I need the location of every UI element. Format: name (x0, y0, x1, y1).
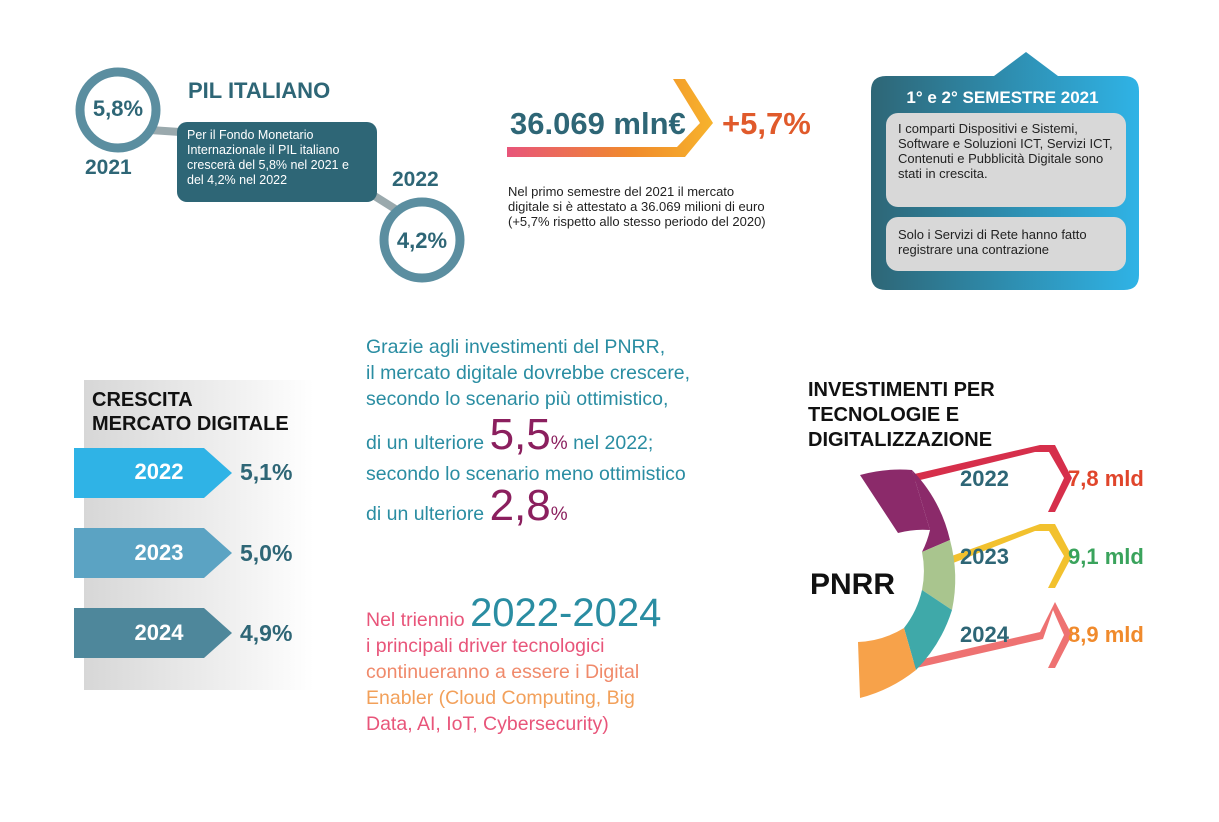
investimenti-amount-2024: 8,9 mld (1068, 622, 1144, 647)
market-value: 36.069 mln€ (510, 106, 686, 141)
crescita-pct-2023: 5,0% (240, 540, 293, 566)
triennio-text: Nel triennio 2022-2024 i principali driver tecnologici continueranno a essere i Digital Enabler (Cloud Computing, Big Data, AI, IoT, Cybersecurity) (366, 591, 662, 735)
investimenti-amount-2023: 9,1 mld (1068, 544, 1144, 569)
pil-description: Per il Fondo Monetario Internazionale il PIL italiano crescerà del 5,8% nel 2021 e del 4,2% nel 2022 (177, 122, 377, 202)
pil-value-2021: 5,8% (92, 96, 144, 121)
pil-title: PIL ITALIANO (188, 78, 331, 103)
crescita-pct-2024: 4,9% (240, 620, 293, 646)
scenario-optimistic-value: 5,5 (489, 410, 551, 459)
crescita-year-2023: 2023 (134, 540, 184, 565)
investimenti-year-2023: 2023 (960, 544, 1009, 569)
pil-year-2021: 2021 (85, 156, 132, 179)
crescita-title: CRESCITA MERCATO DIGITALE (92, 389, 289, 435)
crescita-pct-2022: 5,1% (240, 459, 293, 485)
triennio-years: 2022-2024 (470, 591, 662, 635)
crescita-year-2024: 2024 (134, 620, 184, 645)
investimenti-amount-2022: 7,8 mld (1068, 466, 1144, 491)
semestre-title: 1° e 2° SEMESTRE 2021 (906, 88, 1099, 107)
pnrr-scenario-text: Grazie agli investimenti del PNRR, il mercato digitale dovrebbe crescere, secondo lo scenario più ottimistico, di un ulteriore 5,5% nel 2022; secondo lo scenario meno ottimistico di un ulteriore 2,8% (366, 336, 691, 530)
semestre-box-contraction: Solo i Servizi di Rete hanno fatto registrare una contrazione (886, 217, 1126, 271)
investimenti-year-2022: 2022 (960, 466, 1009, 491)
pil-value-2022: 4,2% (396, 228, 448, 253)
pnrr-label: PNRR (810, 568, 896, 601)
investimenti-year-2024: 2024 (960, 622, 1009, 647)
semestre-box-growth: I comparti Dispositivi e Sistemi, Software e Soluzioni ICT, Servizi ICT, Contenuti e Pubblicità Digitale sono stati in crescita. (886, 113, 1126, 207)
scenario-pessimistic-value: 2,8 (489, 481, 551, 530)
pil-year-2022: 2022 (392, 168, 439, 191)
market-growth: +5,7% (722, 106, 811, 141)
investimenti-title: INVESTIMENTI PER TECNOLOGIE E DIGITALIZZAZIONE (808, 379, 995, 451)
market-description: Nel primo semestre del 2021 il mercato digitale si è attestato a 36.069 milioni di euro (+5,7% rispetto allo stesso periodo del 2020) (508, 184, 766, 229)
crescita-year-2022: 2022 (134, 459, 184, 484)
